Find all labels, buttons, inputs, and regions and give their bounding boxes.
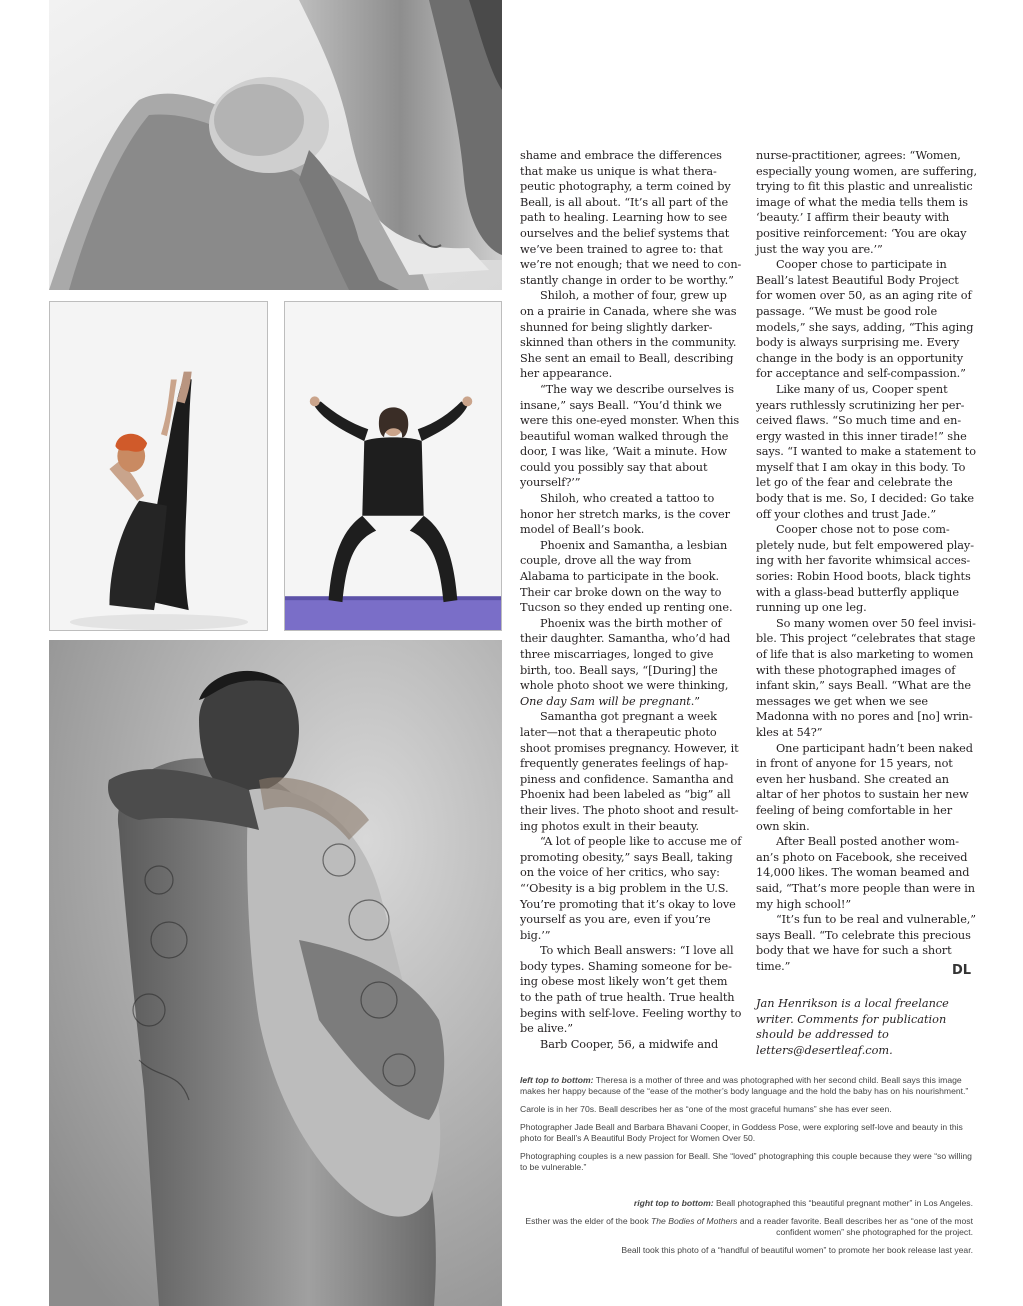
article-paragraph: One participant hadn’t been naked in front of anyone for 15 years, not even her husband. She created an altar of her photos to sustain her new feeling of being comfortable in her own skin. (756, 741, 973, 833)
caption: Esther was the elder of the book The Bodies of Mothers and a reader favorite. Beall describes her as “one of the most confident women” she photographed for the project. (525, 1216, 973, 1237)
article-paragraph: nurse-practitioner, agrees: “Women, especially young women, are suffering, trying to fit this plastic and unrealistic image of what the media tells them is ‘beauty.’ I affirm their beauty with positive reinforcement: ‘You are okay just the way you are.’” (756, 149, 978, 256)
article-paragraph: Phoenix was the birth mother of their daughter. Samantha, who’d had three miscarriages, longed to give birth, too. Beall says, “[During] the whole photo shoot we were thinking, One day Sam will be pregnant.” (520, 616, 731, 708)
article-paragraph: Shiloh, a mother of four, grew up on a prairie in Canada, where she was shunned for being slightly darker-skinned than others in the community. She sent an email to Beall, describing her appearance. (520, 289, 737, 381)
article-paragraph: “The way we describe ourselves is insane,” says Beall. “You’d think we were this one-eyed monster. When this beautiful woman walked through the door, I was like, ‘Wait a minute. How could you possibly say that about yourself?’” (520, 382, 740, 490)
photo-goddess-pose (284, 301, 502, 631)
article-paragraph: So many women over 50 feel invisible. This project “celebrates that stage of life that is also marketing to women with these photographed images of infant skin,” says Beall. “What are the messages we get when we see Madonna with no pores and [no] wrinkles at 54?” (756, 616, 976, 739)
book-title: The Bodies of Mothers (651, 1216, 738, 1226)
caption: Carole is in her 70s. Beall describes her as “one of the most graceful humans” she has ever seen. (520, 1104, 892, 1114)
article-paragraph: After Beall posted another woman’s photo on Facebook, she received 14,000 likes. The woman beamed and said, “That’s more people than were in my high school!” (756, 835, 975, 911)
article-paragraph: Cooper chose not to pose completely nude, but felt empowered playing with her favorite whimsical accessories: Robin Hood boots, black tights with a glass-bead butterfly applique running up one leg. (756, 523, 975, 615)
caption-label: right top to bottom: (633, 1198, 714, 1208)
photo-tattooed-couple (49, 640, 502, 1306)
caption: Beall took this photo of a “handful of beautiful women” to promote her book release last year. (621, 1245, 973, 1255)
photo-yoga-woman (49, 301, 268, 631)
photo-nursing-mother (49, 0, 502, 290)
article-column-1 (520, 148, 742, 1052)
caption: left top to bottom: Theresa is a mother of three and was photographed with her second child. Beall says this image makes her happy because of the “ease of the mother’s body language and the hold the baby has on his nourishment.” (520, 1075, 969, 1096)
caption: right top to bottom: Beall photographed this “beautiful pregnant mother” in Los Angeles. (633, 1198, 973, 1208)
author-signature: DL (952, 963, 972, 978)
caption: Photographing couples is a new passion for Beall. She “loved” photographing this couple because they were “so willing to be vulnerable.” (520, 1151, 972, 1172)
article-paragraph: Barb Cooper, 56, a midwife and (540, 1037, 719, 1051)
caption-label: left top to bottom: (520, 1075, 594, 1085)
author-bio: Jan Henrikson is a local freelance writer. Comments for publication should be addressed to letters@desertleaf.com. (756, 997, 949, 1057)
article-paragraph: Like many of us, Cooper spent years ruthlessly scrutinizing her perceived flaws. “So much time and energy wasted in this inner tirade!” she says. “I wanted to make a statement to myself that I am okay in this body. To let go of the fear and celebrate the body that is me. So, I decided: Go take off your clothes and trust Jade.” (756, 382, 976, 521)
article-paragraph: “It’s fun to be real and vulnerable,” says Beall. “To celebrate this precious body that we have for such a short time.” (756, 913, 976, 973)
article-paragraph: Samantha got pregnant a week later—not that a therapeutic photo shoot promises pregnancy. However, it frequently generates feelings of happiness and confidence. Samantha and Phoenix had been labeled as “big” all their lives. The photo shoot and resulting photos exult in their beauty. (520, 710, 739, 833)
article-column-2 (756, 148, 978, 974)
article-paragraph: “A lot of people like to accuse me of promoting obesity,” says Beall, taking on the voice of her critics, who say: “‘Obesity is a big problem in the U.S. You’re promoting that it’s okay to love yourself as you are, even if you’re big.’” (520, 835, 742, 942)
captions-left (520, 1075, 978, 1180)
article-paragraph: Phoenix and Samantha, a lesbian couple, drove all the way from Alabama to participate in the book. Their car broke down on the way to Tucson so they ended up renting one. (520, 538, 733, 615)
article-paragraph: Shiloh, who created a tattoo to honor her stretch marks, is the cover model of Beall’s book. (520, 492, 730, 537)
article-paragraph: shame and embrace the differences that make us unique is what therapeutic photography, a term coined by Beall, is all about. “It’s all part of the path to healing. Learning how to see ourselves and the belief systems that we’ve been trained to agree to: that we’re not enough; that we need to constantly change in order to be worthy.” (520, 149, 742, 287)
caption: Photographer Jade Beall and Barbara Bhavani Cooper, in Goddess Pose, were exploring self-love and beauty in this photo for Beall’s A Beautiful Body Project for Women Over 50. (520, 1122, 963, 1143)
italic-quote: One day Sam will be pregnant (520, 694, 691, 708)
article-paragraph: Cooper chose to participate in Beall’s latest Beautiful Body Project for women over 50, as an aging rite of passage. “We must be good role models,” she says, adding, “This aging body is always surprising me. Every change in the body is an opportunity for acceptance and self-compassion.” (756, 258, 974, 381)
article-paragraph: To which Beall answers: “I love all body types. Shaming someone for being obese most likely won’t get them to the path of true health. True health begins with self-love. Feeling worthy to be alive.” (520, 944, 742, 1036)
captions-right (520, 1198, 973, 1263)
